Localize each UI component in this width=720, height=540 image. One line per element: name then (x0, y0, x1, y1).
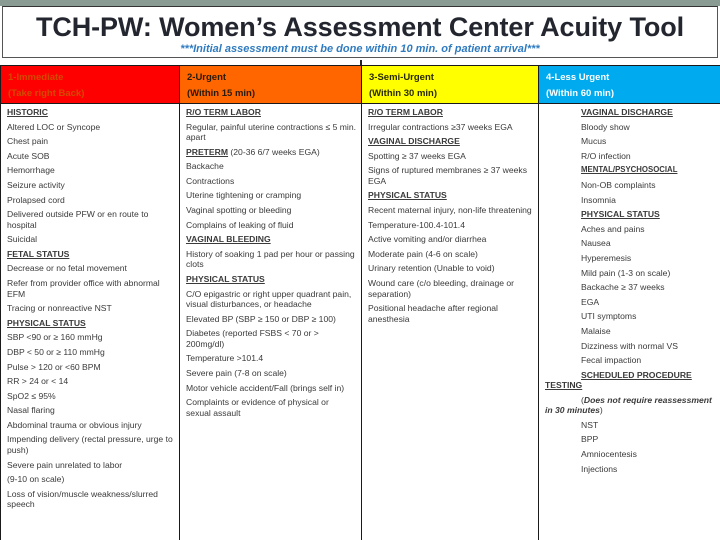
list-item: Nausea (581, 238, 611, 249)
list-item: NST (581, 419, 599, 430)
list-item: Backache ≥ 37 weeks (581, 282, 665, 293)
list-item: SBP <90 or ≥ 160 mmHg (7, 332, 103, 343)
acuity-table (0, 65, 720, 540)
list-item: DBP < 50 or ≥ 110 mmHg (7, 346, 105, 357)
timeframe-label: (Within 30 min) (369, 88, 437, 99)
list-item: Bloody show (581, 121, 630, 132)
list-item: Loss of vision/muscle weakness/slurred speech (7, 488, 158, 510)
list-item: Altered LOC or Syncope (7, 121, 101, 132)
column-header-semi-urgent (362, 66, 539, 104)
list-item: Contractions (186, 175, 235, 186)
list-item: Impending delivery (rectal pressure, urge to push) (7, 434, 173, 455)
section-heading: VAGINAL BLEEDING (186, 234, 271, 245)
list-item: Seizure activity (7, 179, 65, 190)
list-item: Hyperemesis (581, 252, 632, 263)
list-item: Delivered outside PFW or en route to hospital (7, 209, 149, 230)
column-semi-urgent (362, 104, 539, 540)
list-item: SpO2 ≤ 95% (7, 390, 56, 401)
list-item: Abdominal trauma or obvious injury (7, 419, 142, 430)
section-heading: PHYSICAL STATUS (368, 190, 447, 201)
list-item: Positional headache after regional anesthesia (368, 303, 498, 324)
list-item: Mild pain (1-3 on scale) (581, 267, 671, 278)
list-item: Uterine tightening or cramping (186, 190, 302, 201)
list-item: Hemorrhage (7, 165, 55, 176)
level-label: 4-Less Urgent (546, 72, 610, 83)
list-item: Chest pain (7, 136, 49, 147)
list-item: Fecal impaction (581, 355, 642, 366)
column-immediate (1, 104, 180, 540)
list-item: R/O infection (581, 150, 631, 161)
list-item: UTI symptoms (581, 311, 637, 322)
list-item: Moderate pain (4-6 on scale) (368, 248, 478, 259)
section-heading: PHYSICAL STATUS (7, 317, 86, 328)
list-item: Complains of leaking of fluid (186, 219, 294, 230)
list-item: Prolapsed cord (7, 194, 65, 205)
list-item: RR > 24 or < 14 (7, 376, 69, 387)
section-heading: PRETERM (186, 146, 229, 157)
paren-close: ) (599, 405, 603, 416)
list-item: Temperature >101.4 (186, 353, 264, 364)
list-item: Aches and pains (581, 223, 645, 234)
list-item: Regular, painful uterine contractions ≤ 5 min. apart (186, 121, 356, 143)
timeframe-label: (Within 60 min) (546, 88, 614, 99)
list-item: Acute SOB (7, 150, 50, 161)
list-item: Suicidal (7, 234, 38, 245)
section-heading: R/O TERM LABOR (368, 107, 443, 117)
list-item: Refer from provider office with abnormal EFM (7, 278, 160, 299)
list-item: Urinary retention (Unable to void) (368, 263, 495, 274)
section-heading: VAGINAL DISCHARGE (368, 136, 460, 147)
level-label: 3-Semi-Urgent (369, 72, 434, 83)
list-item: Backache (186, 161, 224, 172)
list-item: Signs of ruptured membranes ≥ 37 weeks EGA (368, 165, 528, 186)
column-header-less-urgent (539, 66, 720, 104)
list-item: Motor vehicle accident/Fall (brings self in) (186, 382, 345, 393)
list-item: Malaise (581, 325, 611, 336)
list-item: BPP (581, 434, 599, 445)
list-item: Tracing or nonreactive NST (7, 303, 112, 314)
preterm-note: (20-36 6/7 weeks EGA) (228, 146, 320, 157)
list-item: Dizziness with normal VS (581, 340, 678, 351)
list-item: Insomnia (581, 194, 616, 205)
preterm-line (186, 147, 356, 158)
section-heading: PHYSICAL STATUS (581, 209, 660, 220)
section-heading: R/O TERM LABOR (186, 107, 261, 117)
list-item: Diabetes (reported FSBS < 70 or > 200mg/dl) (186, 328, 319, 349)
section-heading: MENTAL/PSYCHOSOCIAL (581, 165, 678, 175)
list-item: Recent maternal injury, non-life threatening (368, 205, 532, 216)
scheduled-note-text: Does not require reassessment in 30 minutes (545, 394, 712, 416)
list-item: Complaints or evidence of physical or sexual assault (186, 397, 329, 418)
list-item: Elevated BP (SBP ≥ 150 or DBP ≥ 100) (186, 313, 336, 324)
level-label: 1-Immediate (8, 72, 64, 83)
timeframe-label: (Take right Back) (8, 88, 85, 99)
section-heading: HISTORIC (7, 107, 48, 117)
list-item: Amniocentesis (581, 449, 637, 460)
column-header-urgent (180, 66, 362, 104)
body-row (1, 104, 720, 540)
list-item: Pulse > 120 or <60 BPM (7, 361, 101, 372)
list-item: Injections (581, 463, 618, 474)
list-item: Non-OB complaints (581, 179, 656, 190)
list-item: Active vomiting and/or diarrhea (368, 234, 487, 245)
level-label: 2-Urgent (187, 72, 227, 83)
column-header-immediate (1, 66, 180, 104)
list-item: Spotting ≥ 37 weeks EGA (368, 150, 466, 161)
list-item: Irregular contractions ≥37 weeks EGA (368, 121, 513, 132)
list-item: C/O epigastric or right upper quadrant pain, visual disturbances, or headache (186, 288, 352, 310)
section-heading: PHYSICAL STATUS (186, 273, 265, 284)
section-heading: VAGINAL DISCHARGE (581, 107, 673, 117)
section-heading: FETAL STATUS (7, 248, 70, 259)
list-item: Nasal flaring (7, 405, 55, 416)
scheduled-note (545, 395, 715, 416)
page-title: TCH-PW: Women’s Assessment Center Acuity Tool (35, 12, 685, 42)
paren-open: ( (581, 394, 584, 405)
header-row (1, 66, 720, 104)
column-urgent (180, 104, 362, 540)
list-item: (9-10 on scale) (7, 474, 65, 485)
section-heading: SCHEDULED PROCEDURE TESTING (545, 369, 692, 391)
title-box (2, 6, 718, 58)
list-item: Wound care (c/o bleeding, drainage or separation) (368, 278, 515, 299)
column-less-urgent (539, 104, 720, 540)
list-item: Severe pain unrelated to labor (7, 459, 123, 470)
page-subtitle: ***Initial assessment must be done within 10 min. of patient arrival*** (180, 43, 540, 55)
list-item: Decrease or no fetal movement (7, 263, 127, 274)
list-item: Mucus (581, 136, 607, 147)
list-item: Vaginal spotting or bleeding (186, 205, 292, 216)
timeframe-label: (Within 15 min) (187, 88, 255, 99)
list-item: Severe pain (7-8 on scale) (186, 367, 287, 378)
list-item: Temperature-100.4-101.4 (368, 219, 465, 230)
list-item: History of soaking 1 pad per hour or passing clots (186, 248, 355, 270)
list-item: EGA (581, 296, 600, 307)
